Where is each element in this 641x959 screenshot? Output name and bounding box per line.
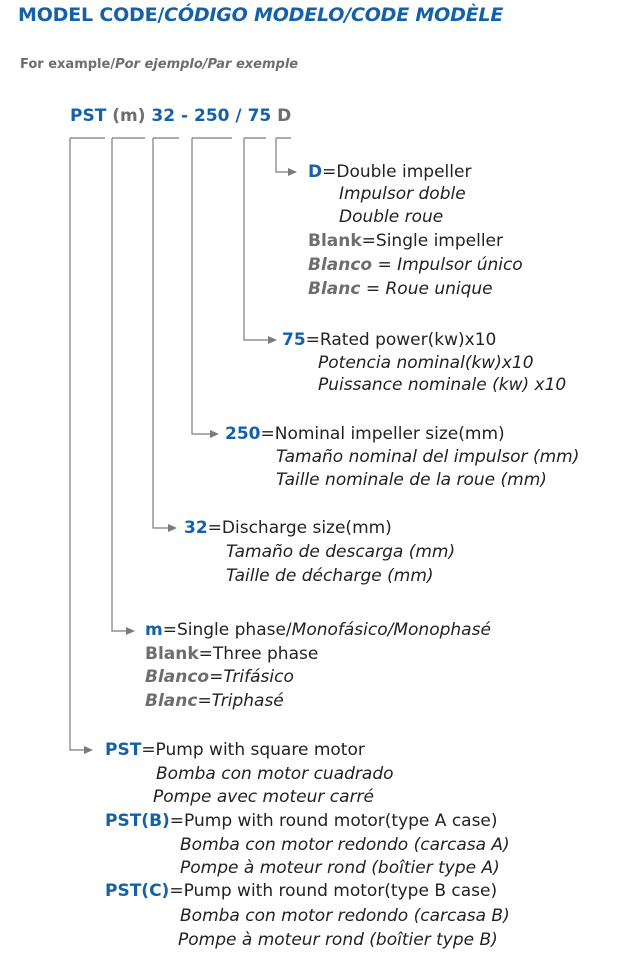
model-code-75: 75 (247, 106, 272, 126)
power-text: =Rated power(kw)x10 (305, 330, 497, 350)
phase-blanc (145, 690, 284, 713)
phase-blanc-key: Blanc (145, 691, 198, 711)
d-blanco (308, 254, 523, 277)
phase-definition (145, 619, 491, 642)
power-french: Puissance nominale (kw) x10 (318, 375, 567, 395)
pst-c-spanish: Bomba con motor redondo (carcasa B) (180, 906, 510, 926)
pst-spanish: Bomba con motor cuadrado (156, 764, 394, 784)
pst-definition (105, 739, 365, 762)
impeller-definition (225, 423, 505, 446)
pst-french: Pompe avec moteur carré (153, 787, 375, 807)
pst-key: PST (105, 740, 142, 760)
connector-250 (192, 138, 232, 434)
impeller-french: Taille nominale de la roue (mm) (276, 470, 547, 490)
arrow-d (288, 168, 297, 176)
power-key: 75 (282, 330, 306, 350)
impeller-text: =Nominal impeller size(mm) (260, 424, 505, 444)
arrow-pst (84, 746, 93, 754)
discharge-definition (184, 517, 392, 540)
arrow-250 (210, 430, 219, 438)
example-label-translations: Por ejemplo/Par exemple (115, 57, 299, 72)
connector-d (276, 138, 291, 172)
model-code-d: D (277, 106, 292, 126)
connector-pst (70, 138, 105, 750)
title-part-english: MODEL CODE/ (18, 4, 165, 26)
example-label-english: For example/ (20, 57, 116, 72)
impeller-key: 250 (225, 424, 261, 444)
phase-blanco-text: =Trifásico (209, 667, 294, 687)
pst-b-french: Pompe à moteur rond (boîtier type A) (180, 858, 500, 878)
connector-m (112, 138, 145, 631)
pst-c-key: PST(C) (105, 881, 170, 901)
phase-blanco-key: Blanco (145, 667, 210, 687)
discharge-text: =Discharge size(mm) (207, 518, 392, 538)
pst-b-spanish: Bomba con motor redondo (carcasa A) (180, 835, 510, 855)
phase-blanc-text: =Triphasé (197, 691, 284, 711)
model-code-slash: / (235, 106, 242, 126)
d-blanco-text: = Impulsor único (372, 255, 523, 275)
connector-75 (244, 138, 268, 340)
discharge-key: 32 (184, 518, 208, 538)
phase-text: =Single phase/ (162, 620, 292, 640)
d-definition (308, 161, 471, 184)
phase-text-translations: Monofásico/Monophasé (291, 620, 491, 640)
pst-b-key: PST(B) (105, 811, 170, 831)
arrow-m (126, 627, 135, 635)
d-key: D (308, 162, 323, 182)
arrow-32 (168, 524, 177, 532)
discharge-french: Taille de décharge (mm) (226, 566, 434, 586)
phase-blank-text: =Three phase (198, 644, 319, 664)
d-blank-text: =Single impeller (361, 231, 504, 251)
model-code-m: (m) (112, 106, 146, 126)
discharge-spanish: Tamaño de descarga (mm) (226, 542, 456, 562)
pst-text: =Pump with square motor (141, 740, 365, 760)
pst-c-definition (105, 880, 497, 903)
d-text: =Double impeller (322, 162, 472, 182)
power-spanish: Potencia nominal(kw)x10 (318, 353, 534, 373)
model-code-pst: PST (70, 106, 107, 126)
d-french: Double roue (339, 207, 444, 227)
connector-32 (153, 138, 179, 528)
d-blank (308, 230, 503, 253)
phase-blanco (145, 666, 294, 689)
phase-blank (145, 643, 318, 666)
d-blanc-text: = Roue unique (360, 279, 493, 299)
model-code-250: 250 (194, 106, 230, 126)
pst-c-text: =Pump with round motor(type B case) (169, 881, 498, 901)
d-blank-key: Blank (308, 231, 362, 251)
impeller-spanish: Tamaño nominal del impulsor (mm) (276, 447, 580, 467)
pst-c-french: Pompe à moteur rond (boîtier type B) (178, 930, 498, 950)
model-code-dash: - (181, 106, 189, 126)
d-blanco-key: Blanco (308, 255, 373, 275)
d-spanish: Impulsor doble (339, 184, 466, 204)
phase-key: m (145, 620, 163, 640)
arrow-75 (268, 336, 277, 344)
title-part-translations: CÓDIGO MODELO/CODE MODÈLE (164, 4, 504, 26)
phase-blank-key: Blank (145, 644, 199, 664)
power-definition (282, 329, 496, 352)
model-code-32: 32 (151, 106, 176, 126)
d-blanc (308, 278, 493, 301)
d-blanc-key: Blanc (308, 279, 361, 299)
pst-b-definition (105, 810, 498, 833)
pst-b-text: =Pump with round motor(type A case) (169, 811, 498, 831)
